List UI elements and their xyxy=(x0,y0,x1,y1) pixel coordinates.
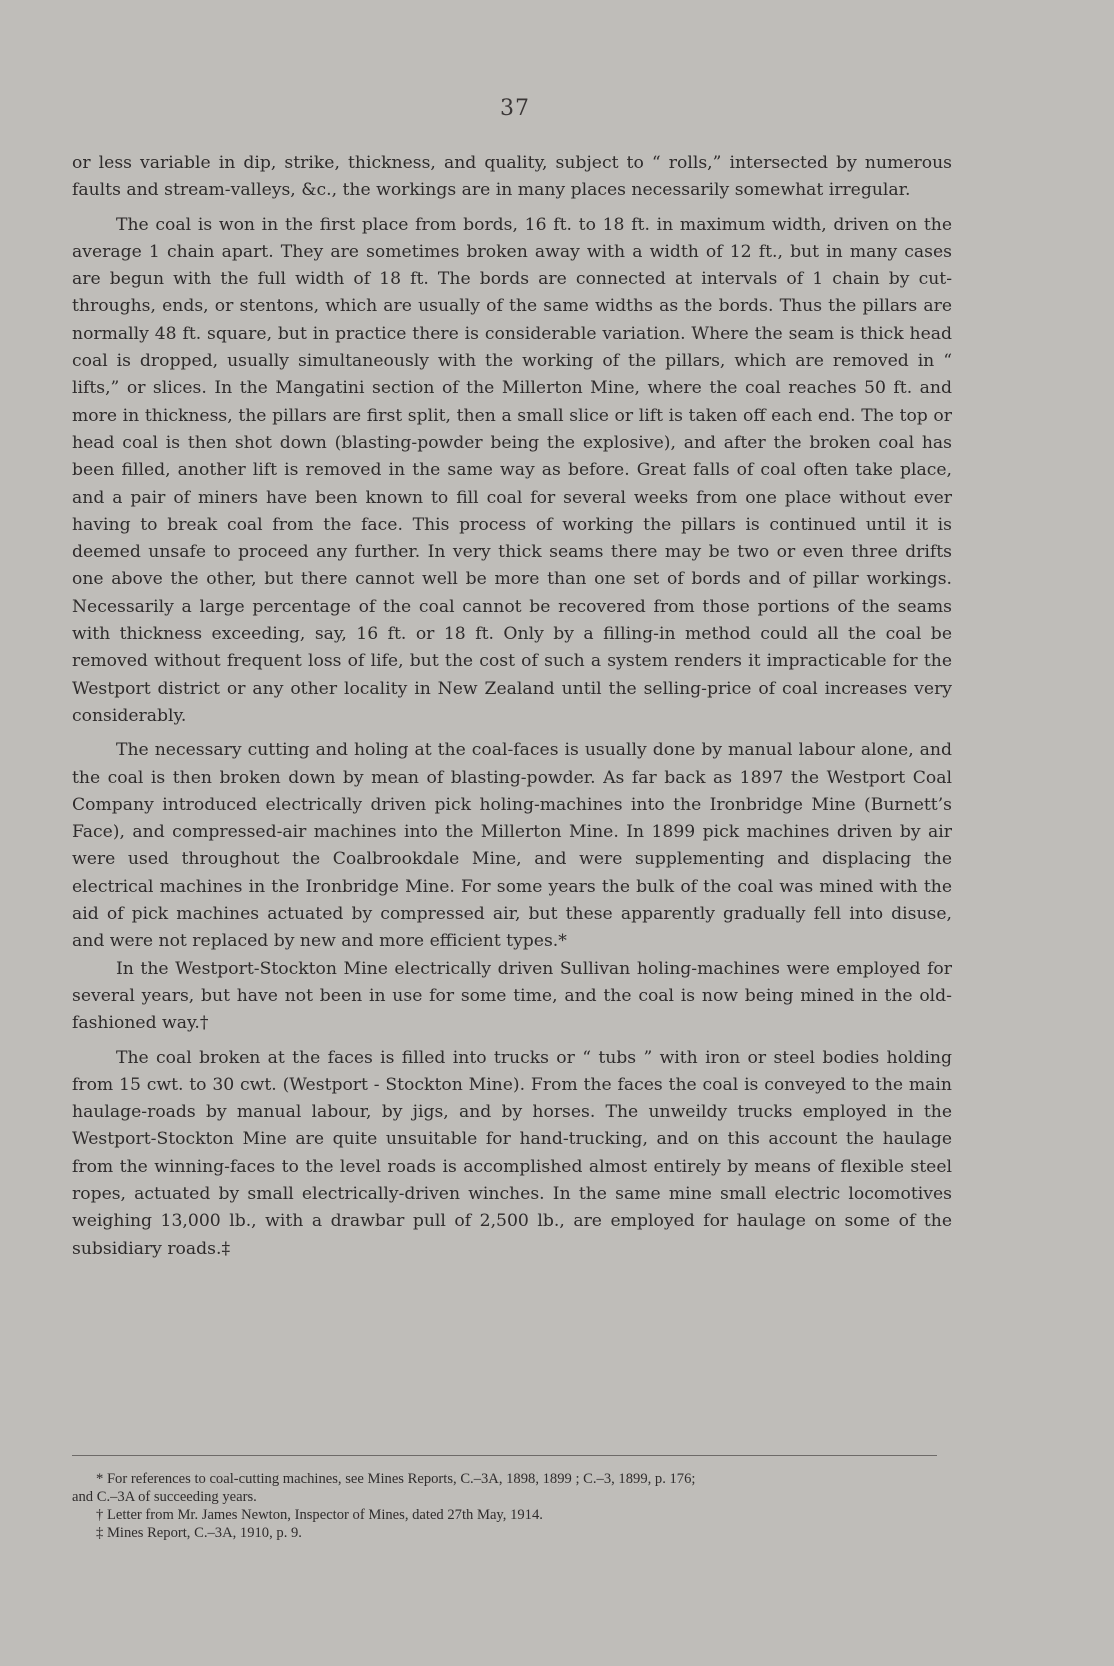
page-number: 37 xyxy=(500,96,530,121)
footnote-dagger: † Letter from Mr. James Newton, Inspector of Mines, dated 27th May, 1914. xyxy=(96,1507,543,1523)
paragraph-holing-machines: The necessary cutting and holing at the coal-faces is usually done by manual labour alone, and the coal is then broken down by mean of blasting-powder. As far back as 1897 the Westport Coal Company introduced electrically driven pick holing-machines into the Ironbridge Mine (Burnett’s Face), and compressed-air machines into the Millerton Mine. In 1899 pick machines driven by air were used throughout the Coalbrookdale Mine, and were supplementing and displacing the electrical machines in the Ironbridge Mine. For some years the bulk of the coal was mined with the aid of pick machines actuated by compressed air, but these apparently gradually fell into disuse, and were not replaced by new and more efficient types.* xyxy=(72,740,952,952)
paragraph-bord-and-pillar: The coal is won in the first place from bords, 16 ft. to 18 ft. in maximum width, driven on the average 1 chain apart. They are sometimes broken away with a width of 12 ft., but in many cases are begun with the full width of 18 ft. The bords are connected at intervals of 1 chain by cut-throughs, ends, or stentons, which are usually of the same widths as the bords. Thus the pillars are normally 48 ft. square, but in practice there is considerable variation. Where the seam is thick head coal is dropped, usually simultaneously with the working of the pillars, which are removed in “ lifts,” or slices. In the Mangatini section of the Millerton Mine, where the coal reaches 50 ft. and more in thickness, the pillars are first split, then a small slice or lift is taken off each end. The top or head coal is then shot down (blasting-powder being the explosive), and after the broken coal has been filled, another lift is removed in the same way as before. Great falls of coal often take place, and a pair of miners have been known to fill coal for several weeks from one place without ever having to break coal from the face. This process of working the pillars is continued until it is deemed unsafe to proceed any further. In very thick seams there may be two or even three drifts one above the other, but there cannot well be more than one set of bords and of pillar workings. Necessarily a large percentage of the coal cannot be recovered from those portions of the seams with thickness exceeding, say, 16 ft. or 18 ft. Only by a filling-in method could all the coal be removed without frequent loss of life, but the cost of such a system renders it impracticable for the Westport district or any other locality in New Zealand until the selling-price of coal increases very considerably. xyxy=(72,214,952,726)
footnote-star-continued: and C.–3A of succeeding years. xyxy=(72,1489,257,1505)
footnote-divider xyxy=(72,1455,937,1456)
body-text xyxy=(72,150,952,1270)
paragraph-haulage: The coal broken at the faces is filled into trucks or “ tubs ” with iron or steel bodies holding from 15 cwt. to 30 cwt. (Westport - Stockton Mine). From the faces the coal is conveyed to the main haulage-roads by manual labour, by jigs, and by horses. The unweildy trucks employed in the Westport-Stockton Mine are quite unsuitable for hand-trucking, and on this account the haulage from the winning-faces to the level roads is accomplished almost entirely by means of flexible steel ropes, actuated by small electrically-driven winches. In the same mine small electric locomotives weighing 13,000 lb., with a drawbar pull of 2,500 lb., are employed for haulage on some of the subsidiary roads.‡ xyxy=(72,1047,952,1259)
footnote-double-dagger: ‡ Mines Report, C.–3A, 1910, p. 9. xyxy=(96,1525,302,1541)
paragraph-westport-stockton: In the Westport-Stockton Mine electrically driven Sullivan holing-machines were employed for several years, but have not been in use for some time, and the coal is now being mined in the old-fashioned way.† xyxy=(72,958,952,1034)
paragraph-continuation: or less variable in dip, strike, thickness, and quality, subject to “ rolls,” intersected by numerous faults and stream-valleys, &c., the workings are in many places necessarily somewhat irregular. xyxy=(72,153,952,201)
footnote-star: * For references to coal-cutting machines, see Mines Reports, C.–3A, 1898, 1899 ; C.–3, 1899, p. 176; xyxy=(96,1471,696,1487)
footnotes xyxy=(72,1470,952,1542)
